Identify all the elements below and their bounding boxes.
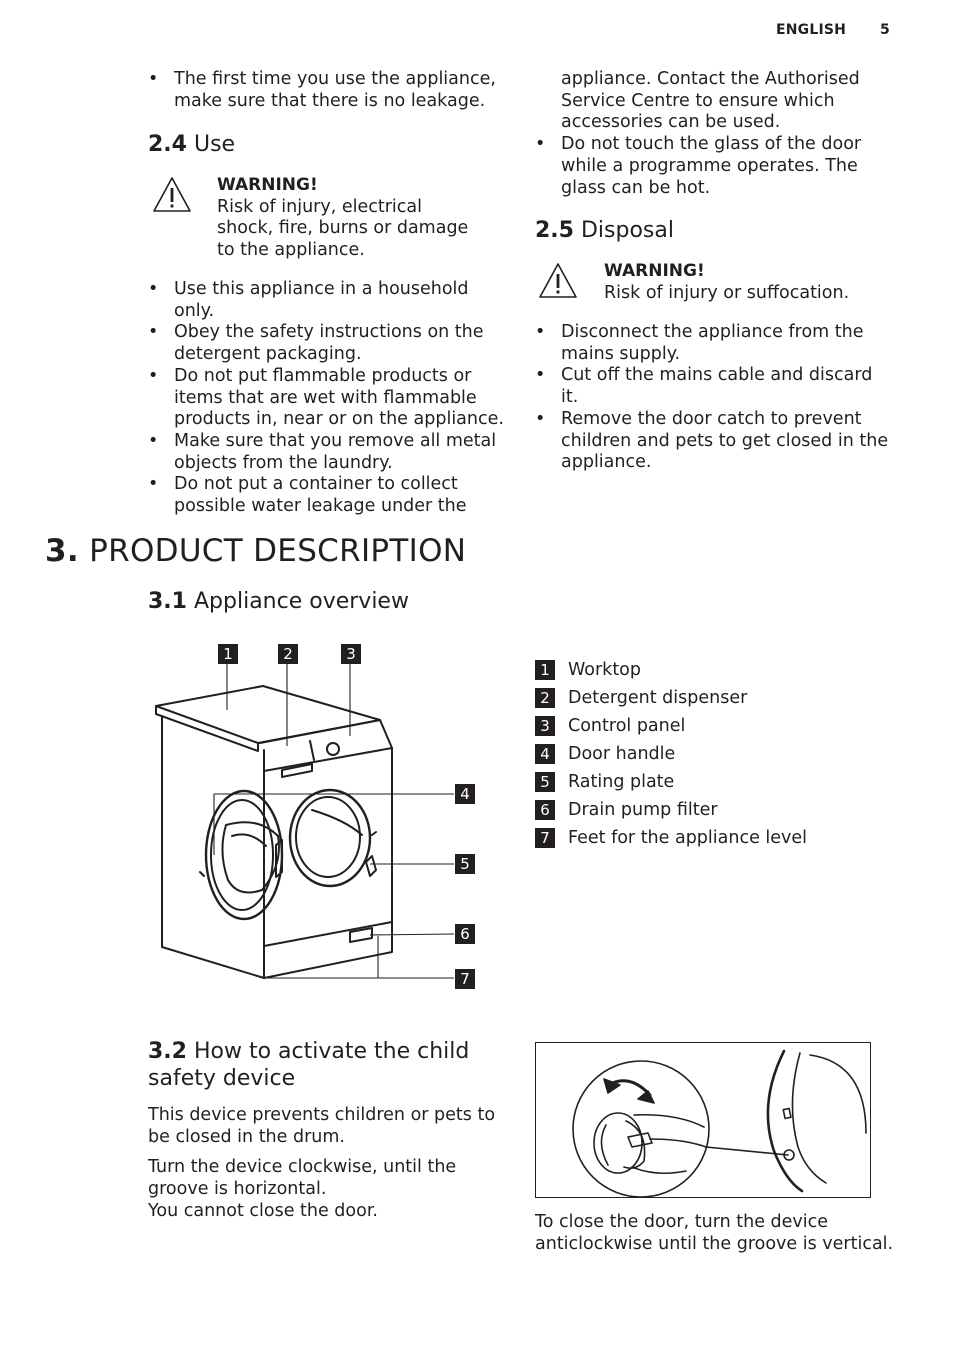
list-item: • Do not put a container to collect possible water leakage under the [148, 474, 504, 517]
chapter-number: 3. [45, 533, 79, 569]
disposal-bullets [535, 322, 895, 474]
washing-machine-illustration [140, 640, 490, 1000]
legend-label: Door handle [568, 744, 676, 764]
list-item: • Do not touch the glass of the door while a programme operates. The glass can be hot. [535, 134, 890, 199]
right-column-top [535, 69, 890, 199]
paragraph: You cannot close the door. [148, 1200, 378, 1221]
section-heading-child-safety [148, 1038, 498, 1092]
door-catch-illustration [536, 1043, 870, 1197]
warning-icon [537, 261, 579, 301]
legend-label: Control panel [568, 716, 686, 736]
warning-block-use [217, 175, 477, 262]
section-number: 2.4 [148, 132, 187, 157]
callout-6: 6 [455, 924, 475, 944]
legend-label: Rating plate [568, 772, 675, 792]
disposal-bullets-container [535, 322, 895, 474]
door-bullets [535, 134, 890, 199]
child-safety-text [148, 1105, 498, 1232]
section-title: Use [193, 132, 236, 157]
list-item: • Use this appliance in a household only. [148, 279, 504, 322]
section-title: Appliance overview [193, 589, 409, 614]
section-number: 2.5 [535, 218, 574, 243]
paragraph: Turn the device clockwise, until the groove is horizontal. [148, 1157, 457, 1200]
callout-3: 3 [341, 644, 361, 664]
callout-4: 4 [455, 784, 475, 804]
list-item: • Make sure that you remove all metal objects from the laundry. [148, 431, 504, 474]
legend-label: Detergent dispenser [568, 688, 748, 708]
legend-item [535, 744, 676, 764]
section-title: Disposal [580, 218, 674, 243]
list-item: • Remove the door catch to prevent children and pets to get closed in the appliance. [535, 409, 895, 474]
warning-block-disposal [604, 261, 894, 304]
section-number: 3.1 [148, 589, 187, 614]
legend-item [535, 800, 718, 820]
list-item: • Obey the safety instructions on the detergent packaging. [148, 322, 504, 365]
list-item: • The first time you use the appliance, make sure that there is no leakage. [148, 69, 503, 112]
legend-label: Worktop [568, 660, 641, 680]
door-catch-illustration-frame [535, 1042, 871, 1198]
paragraph: This device prevents children or pets to be closed in the drum. [148, 1105, 496, 1147]
section-number: 3.2 [148, 1039, 187, 1064]
list-item: • Disconnect the appliance from the mains supply. [535, 322, 895, 365]
list-item: • Cut off the mains cable and discard it. [535, 365, 895, 408]
intro-bullets [148, 69, 503, 112]
callout-1: 1 [218, 644, 238, 664]
legend-number: 6 [535, 800, 555, 820]
warning-title: WARNING! [604, 261, 705, 281]
header-section: ENGLISH [776, 22, 847, 38]
continued-text: appliance. Contact the Authorised Service Centre to ensure which accessories can be used. [561, 69, 860, 133]
door-catch-caption: To close the door, turn the device anticlockwise until the groove is vertical. [535, 1212, 894, 1254]
legend-item [535, 716, 686, 736]
legend-number: 4 [535, 744, 555, 764]
legend-number: 1 [535, 660, 555, 680]
callout-2: 2 [278, 644, 298, 664]
page-number: 5 [880, 22, 890, 38]
warning-icon [151, 175, 193, 215]
warning-text: Risk of injury, electrical shock, fire, burns or damage to the appliance. [217, 196, 469, 261]
legend-label: Drain pump filter [568, 800, 718, 820]
callout-5: 5 [455, 854, 475, 874]
section-heading-use [148, 131, 235, 158]
legend-item [535, 828, 808, 848]
section-heading-disposal [535, 217, 674, 244]
section-heading-overview [148, 588, 409, 615]
section-title: How to activate the child safety device [148, 1039, 470, 1091]
chapter-heading [45, 533, 466, 569]
legend-item [535, 660, 641, 680]
legend-item [535, 772, 675, 792]
legend-item [535, 688, 748, 708]
legend-number: 7 [535, 828, 555, 848]
legend-number: 3 [535, 716, 555, 736]
callout-7: 7 [455, 969, 475, 989]
legend-label: Feet for the appliance level [568, 828, 808, 848]
use-bullets-container [148, 279, 504, 518]
warning-title: WARNING! [217, 175, 318, 195]
warning-text: Risk of injury or suffocation. [604, 282, 850, 303]
legend-number: 2 [535, 688, 555, 708]
left-column-top [148, 69, 503, 112]
legend-number: 5 [535, 772, 555, 792]
list-item: • Do not put flammable products or items that are wet with flammable products in, near or on the appliance. [148, 366, 504, 431]
chapter-title: PRODUCT DESCRIPTION [89, 533, 467, 569]
use-bullets [148, 279, 504, 518]
